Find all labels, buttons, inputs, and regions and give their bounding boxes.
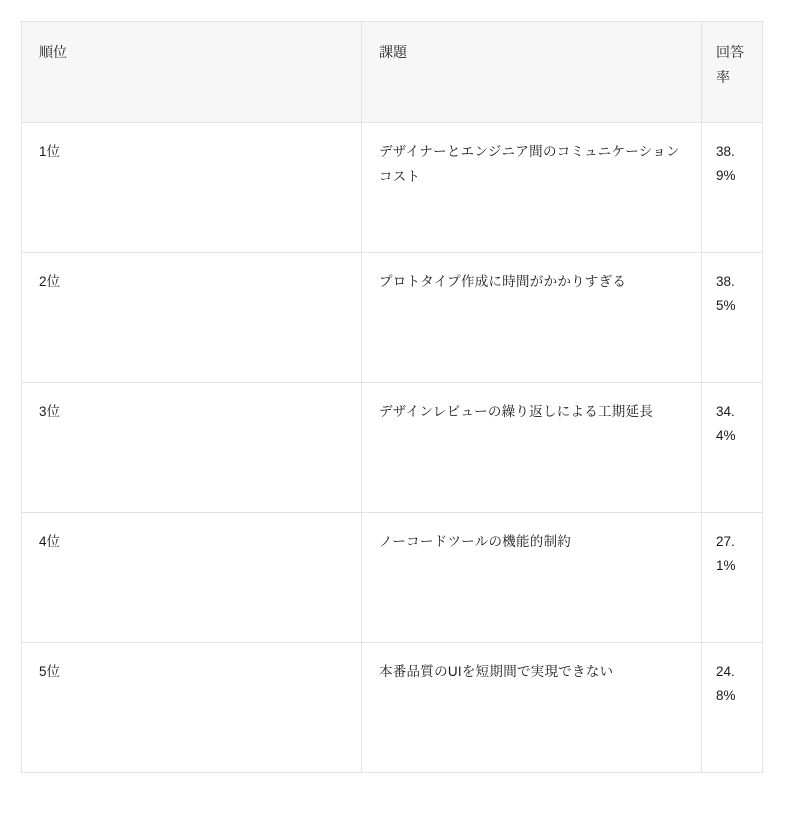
cell-rate: 34.4% <box>702 383 763 513</box>
cell-rank: 4位 <box>22 513 362 643</box>
table-row <box>22 643 763 773</box>
cell-issue: デザイナーとエンジニア間のコミュニケーションコスト <box>362 123 702 253</box>
cell-rate: 38.5% <box>702 253 763 383</box>
cell-rank: 1位 <box>22 123 362 253</box>
table-row <box>22 253 763 383</box>
cell-issue: 本番品質のUIを短期間で実現できない <box>362 643 702 773</box>
cell-rate: 27.1% <box>702 513 763 643</box>
column-header-issue: 課題 <box>362 22 702 123</box>
table-header <box>22 22 763 123</box>
table-header-row <box>22 22 763 123</box>
cell-rate: 38.9% <box>702 123 763 253</box>
cell-issue: デザインレビューの繰り返しによる工期延長 <box>362 383 702 513</box>
table-row <box>22 513 763 643</box>
cell-rank: 3位 <box>22 383 362 513</box>
table-body <box>22 123 763 773</box>
column-header-rank: 順位 <box>22 22 362 123</box>
table-row <box>22 123 763 253</box>
cell-issue: プロトタイプ作成に時間がかかりすぎる <box>362 253 702 383</box>
column-header-rate: 回答率 <box>702 22 763 123</box>
table-row <box>22 383 763 513</box>
cell-rank: 5位 <box>22 643 362 773</box>
cell-rate: 24.8% <box>702 643 763 773</box>
cell-rank: 2位 <box>22 253 362 383</box>
cell-issue: ノーコードツールの機能的制約 <box>362 513 702 643</box>
ranking-table <box>21 21 763 773</box>
